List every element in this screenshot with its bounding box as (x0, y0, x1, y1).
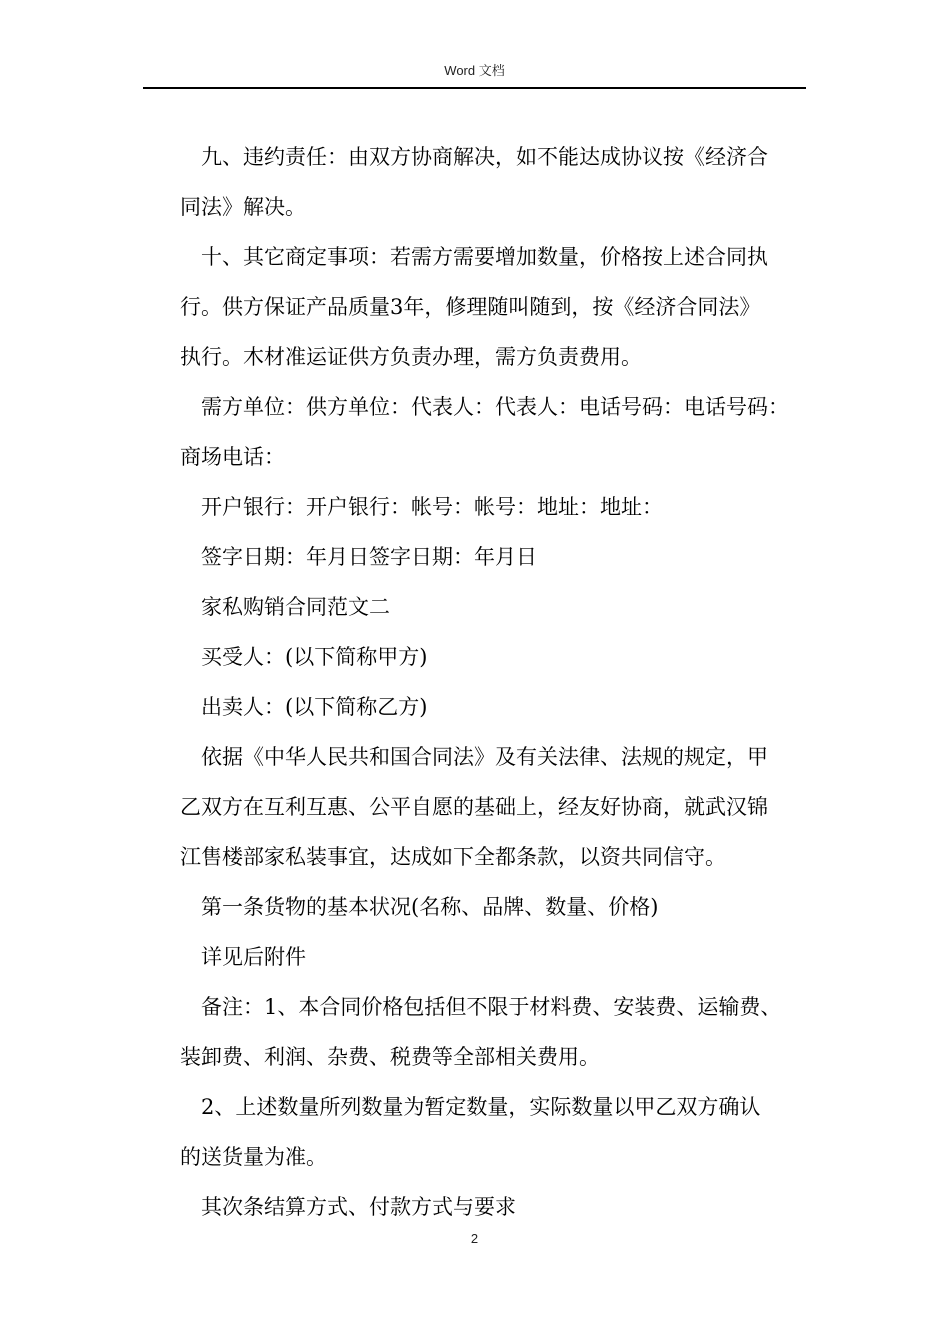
page-header: Word 文档 (444, 63, 505, 78)
text-line: 装卸费、利润、杂费、税费等全部相关费用。 (180, 1045, 600, 1069)
header-divider (143, 87, 806, 89)
text-line: 第一条货物的基本状况(名称、品牌、数量、价格) (201, 895, 659, 919)
page-number: 2 (470, 1231, 479, 1246)
text-line: 同法》解决。 (180, 195, 306, 219)
text-line: 江售楼部家私装事宜，达成如下全都条款，以资共同信守。 (180, 845, 726, 869)
text-line: 2、上述数量所列数量为暂定数量，实际数量以甲乙双方确认 (201, 1095, 761, 1119)
text-line: 出卖人：(以下简称乙方) (201, 695, 428, 719)
text-line: 开户银行：开户银行：帐号：帐号：地址：地址： (201, 495, 663, 519)
text-line: 签字日期：年月日签字日期：年月日 (201, 545, 537, 569)
text-line: 商场电话： (180, 445, 285, 469)
section-title: 家私购销合同范文二 (201, 595, 390, 619)
text-line: 需方单位：供方单位：代表人：代表人：电话号码：电话号码： (201, 395, 789, 419)
text-line: 备注：1、本合同价格包括但不限于材料费、安装费、运输费、 (201, 995, 782, 1019)
text-line: 买受人：(以下简称甲方) (201, 645, 428, 669)
text-line: 行。供方保证产品质量3年，修理随叫随到，按《经济合同法》 (180, 295, 761, 319)
text-line: 乙双方在互利互惠、公平自愿的基础上，经友好协商，就武汉锦 (180, 795, 768, 819)
text-line: 依据《中华人民共和国合同法》及有关法律、法规的规定，甲 (201, 745, 768, 769)
text-line: 九、违约责任：由双方协商解决，如不能达成协议按《经济合 (201, 145, 768, 169)
text-line: 的送货量为准。 (180, 1145, 327, 1169)
text-line: 其次条结算方式、付款方式与要求 (201, 1195, 516, 1219)
document-body (180, 132, 812, 1232)
text-line: 执行。木材准运证供方负责办理，需方负责费用。 (180, 345, 642, 369)
text-line: 详见后附件 (201, 945, 306, 969)
text-line: 十、其它商定事项：若需方需要增加数量，价格按上述合同执 (201, 245, 768, 269)
